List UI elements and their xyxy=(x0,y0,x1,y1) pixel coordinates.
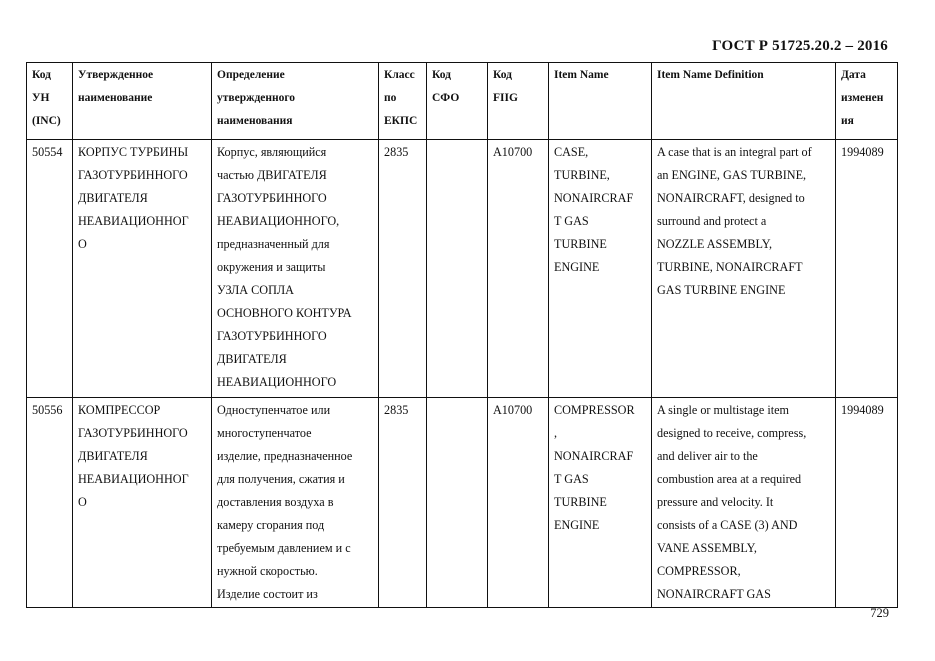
cell-line xyxy=(432,141,483,164)
cell-line: Item Name xyxy=(554,69,609,81)
cell-line: NONAIRCRAF xyxy=(554,449,634,463)
table-cell xyxy=(488,398,549,608)
column-header xyxy=(73,63,212,140)
cell-line: Код xyxy=(32,69,52,81)
cell-line: ЕКПС xyxy=(384,115,418,127)
cell-line: ГАЗОТУРБИННОГО xyxy=(217,329,327,343)
cell-line: 1994089 xyxy=(841,145,884,159)
table-cell xyxy=(488,140,549,398)
table-cell xyxy=(652,398,836,608)
cell-line: ДВИГАТЕЛЯ xyxy=(217,352,287,366)
table-cell xyxy=(427,140,488,398)
cell-line: ГАЗОТУРБИННОГО xyxy=(78,168,188,182)
cell-line: ия xyxy=(841,115,854,127)
cell-line: многоступенчатое xyxy=(217,426,312,440)
column-header xyxy=(27,63,73,140)
table-cell xyxy=(212,398,379,608)
cell-line: Изделие состоит из xyxy=(217,587,318,601)
cell-line: для получения, сжатия и xyxy=(217,472,345,486)
cell-line: combustion area at a required xyxy=(657,472,802,486)
cell-line: ГАЗОТУРБИННОГО xyxy=(78,426,188,440)
cell-line: Одноступенчатое или xyxy=(217,403,331,417)
cell-line: ENGINE xyxy=(554,518,600,532)
cell-line: 2835 xyxy=(384,403,409,417)
cell-line: VANE ASSEMBLY, xyxy=(657,541,757,555)
column-header xyxy=(488,63,549,140)
cell-line: surround and protect a xyxy=(657,214,767,228)
table-cell xyxy=(549,140,652,398)
column-header xyxy=(212,63,379,140)
cell-line: наименование xyxy=(78,92,153,104)
cell-line: TURBINE xyxy=(554,495,607,509)
cell-line: an ENGINE, GAS TURBINE, xyxy=(657,168,807,182)
column-header xyxy=(427,63,488,140)
table-cell xyxy=(836,398,898,608)
cell-line: доставления воздуха в xyxy=(217,495,334,509)
cell-line: КОРПУС ТУРБИНЫ xyxy=(78,145,189,159)
table-cell xyxy=(836,140,898,398)
cell-line: НЕАВИАЦИОННОГО xyxy=(217,375,337,389)
cell-line: COMPRESSOR xyxy=(554,403,635,417)
table-row xyxy=(27,140,898,398)
column-header xyxy=(549,63,652,140)
cell-line: ДВИГАТЕЛЯ xyxy=(78,449,148,463)
cell-line: Item Name Definition xyxy=(657,69,764,81)
cell-line: ENGINE xyxy=(554,260,600,274)
cell-line: Корпус, являющийся xyxy=(217,145,327,159)
cell-line: УЗЛА СОПЛА xyxy=(217,283,294,297)
cell-line: СФО xyxy=(432,92,460,104)
cell-line: ОСНОВНОГО КОНТУРА xyxy=(217,306,352,320)
cell-line: and deliver air to the xyxy=(657,449,758,463)
cell-line: A case that is an integral part of xyxy=(657,145,812,159)
cell-line: утвержденного xyxy=(217,92,296,104)
cell-line: частью ДВИГАТЕЛЯ xyxy=(217,168,327,182)
cell-line: НЕАВИАЦИОННОГ xyxy=(78,214,189,228)
cell-line: T GAS xyxy=(554,214,589,228)
column-header xyxy=(379,63,427,140)
cell-line: КОМПРЕССОР xyxy=(78,403,161,417)
cell-line: NONAIRCRAFT, designed to xyxy=(657,191,805,205)
table-cell xyxy=(73,140,212,398)
cell-line: designed to receive, compress, xyxy=(657,426,807,440)
cell-line: ДВИГАТЕЛЯ xyxy=(78,191,148,205)
cell-line: A10700 xyxy=(493,145,533,159)
cell-line: FIIG xyxy=(493,92,518,104)
cell-line: ГАЗОТУРБИННОГО xyxy=(217,191,327,205)
table-cell xyxy=(73,398,212,608)
table-cell xyxy=(379,398,427,608)
table-cell xyxy=(27,140,73,398)
cell-line: Определение xyxy=(217,69,285,81)
table-cell xyxy=(427,398,488,608)
cell-line: TURBINE, NONAIRCRAFT xyxy=(657,260,803,274)
cell-line: камеру сгорания под xyxy=(217,518,325,532)
cell-line: О xyxy=(78,495,87,509)
cell-line: Класс xyxy=(384,69,415,81)
cell-line: 50556 xyxy=(32,403,63,417)
column-header xyxy=(836,63,898,140)
cell-line: изменен xyxy=(841,92,884,104)
cell-line: , xyxy=(554,426,558,440)
cell-line: УН xyxy=(32,92,50,104)
column-header xyxy=(652,63,836,140)
table-cell xyxy=(212,140,379,398)
cell-line: 50554 xyxy=(32,145,63,159)
table-header-row xyxy=(27,63,898,140)
cell-line: окружения и защиты xyxy=(217,260,326,274)
cell-line: NONAIRCRAFT GAS xyxy=(657,587,771,601)
cell-line: Код xyxy=(493,69,513,81)
cell-line: (INC) xyxy=(32,115,61,127)
cell-line: GAS TURBINE ENGINE xyxy=(657,283,786,297)
table-row xyxy=(27,398,898,608)
cell-line: НЕАВИАЦИОННОГ xyxy=(78,472,189,486)
cell-line: изделие, предназначенное xyxy=(217,449,353,463)
data-table xyxy=(26,62,898,608)
cell-line: нужной скоростью. xyxy=(217,564,318,578)
cell-line: A single or multistage item xyxy=(657,403,790,417)
cell-line: Дата xyxy=(841,69,866,81)
cell-line: TURBINE, xyxy=(554,168,610,182)
cell-line xyxy=(432,399,483,422)
cell-line: требуемым давлением и с xyxy=(217,541,351,555)
standard-designation: ГОСТ Р 51725.20.2 – 2016 xyxy=(712,38,888,54)
table-cell xyxy=(549,398,652,608)
cell-line: 2835 xyxy=(384,145,409,159)
cell-line: CASE, xyxy=(554,145,589,159)
cell-line: 1994089 xyxy=(841,403,884,417)
cell-line: наименования xyxy=(217,115,293,127)
cell-line: consists of a CASE (3) AND xyxy=(657,518,798,532)
cell-line: COMPRESSOR, xyxy=(657,564,741,578)
cell-line: NONAIRCRAF xyxy=(554,191,634,205)
cell-line: Код xyxy=(432,69,452,81)
cell-line: О xyxy=(78,237,87,251)
table-cell xyxy=(652,140,836,398)
cell-line: NOZZLE ASSEMBLY, xyxy=(657,237,773,251)
document-header xyxy=(712,38,888,55)
cell-line: Утвержденное xyxy=(78,69,154,81)
cell-line: по xyxy=(384,92,397,104)
cell-line: НЕАВИАЦИОННОГО, xyxy=(217,214,340,228)
cell-line: T GAS xyxy=(554,472,589,486)
table-cell xyxy=(379,140,427,398)
cell-line: A10700 xyxy=(493,403,533,417)
cell-line: предназначенный для xyxy=(217,237,330,251)
cell-line: TURBINE xyxy=(554,237,607,251)
page-number: 729 xyxy=(870,606,889,620)
table-cell xyxy=(27,398,73,608)
cell-line: pressure and velocity. It xyxy=(657,495,774,509)
